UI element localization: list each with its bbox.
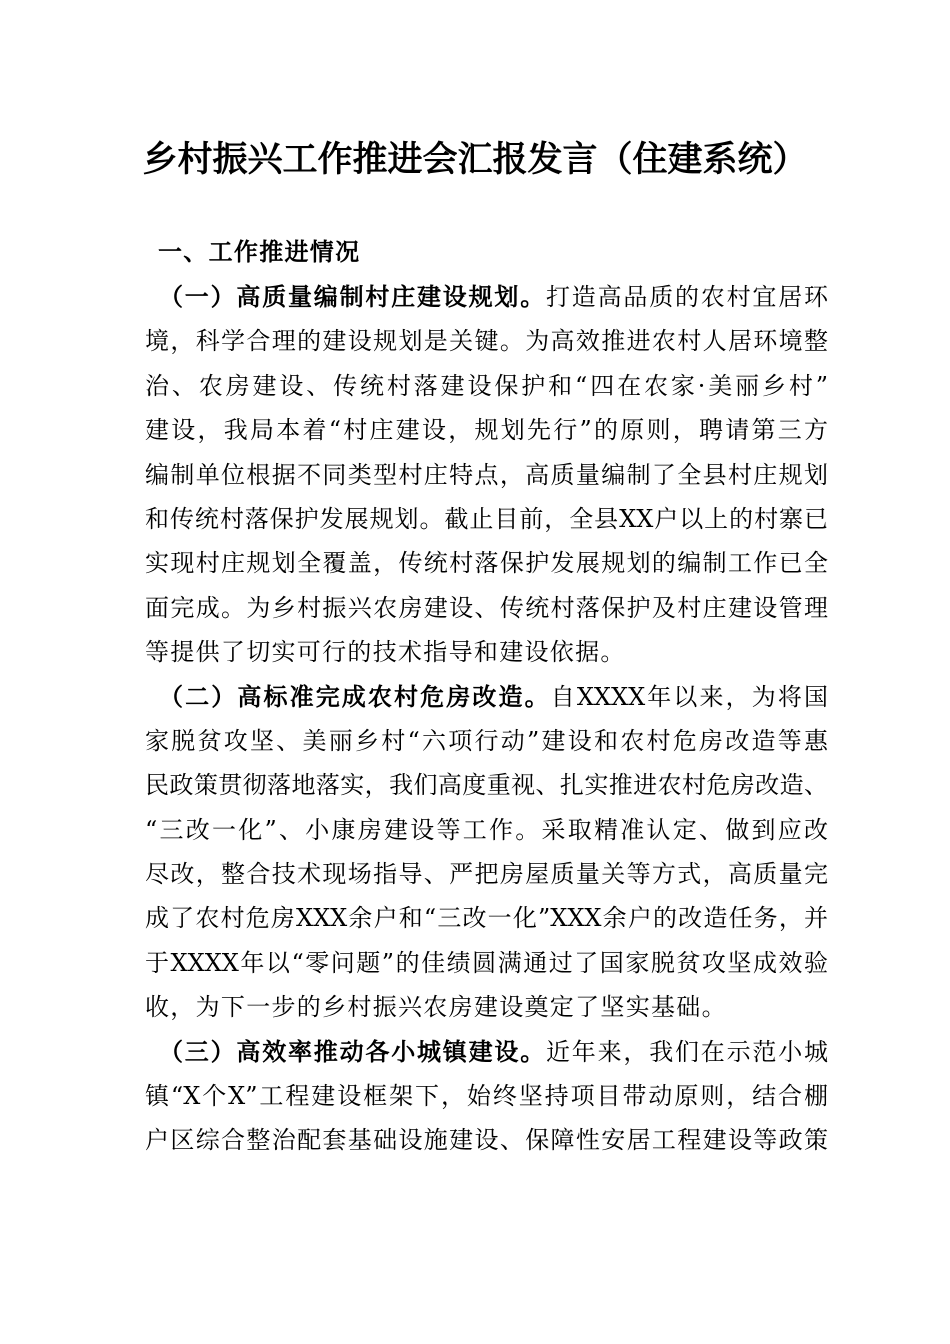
paragraph-1-text-start: 打造高品质的农村宜居环	[546, 283, 828, 311]
paragraph-3	[145, 1030, 828, 1163]
paragraph-1-line-8: 面完成。为乡村振兴农房建设、传统村落保护及村庄建设管理	[145, 593, 828, 622]
paragraph-1-line-1	[145, 275, 828, 319]
paragraph-2-line-3: 民政策贯彻落地落实，我们高度重视、扎实推进农村危房改造、	[145, 771, 828, 800]
paragraph-2	[145, 675, 828, 1030]
paragraph-3-text-start: 近年来，我们在示范小城	[546, 1037, 828, 1066]
paragraph-2-line-1	[145, 675, 828, 719]
paragraph-2-text-start: 自XXXX年以来，为将国	[550, 682, 829, 711]
paragraph-3-subheading: （三）高效率推动各小城镇建设。	[159, 1036, 546, 1066]
paragraph-1-line-9: 等提供了切实可行的技术指导和建设依据。	[145, 638, 626, 667]
section-heading: 一、工作推进情况	[158, 238, 361, 266]
paragraph-1-line-7: 实现村庄规划全覆盖，传统村落保护发展规划的编制工作已全	[145, 549, 828, 578]
paragraph-3-line-3: 户区综合整治配套基础设施建设、保障性安居工程建设等政策	[145, 1126, 828, 1155]
paragraph-1-line-3: 治、农房建设、传统村落建设保护和“四在农家·美丽乡村”	[145, 371, 828, 400]
paragraph-1-line-5: 编制单位根据不同类型村庄特点，高质量编制了全县村庄规划	[145, 460, 828, 489]
paragraph-2-line-2: 家脱贫攻坚、美丽乡村“六项行动”建设和农村危房改造等惠	[145, 726, 828, 755]
paragraph-3-line-2: 镇“X个X”工程建设框架下，始终坚持项目带动原则，结合棚	[145, 1082, 828, 1111]
paragraph-3-line-1	[145, 1030, 828, 1074]
paragraph-2-line-6: 成了农村危房XXX余户和“三改一化”XXX余户的改造任务，并	[145, 904, 828, 933]
paragraph-1-line-2: 境，科学合理的建设规划是关键。为高效推进农村人居环境整	[145, 327, 828, 356]
paragraph-2-line-4: “三改一化”、小康房建设等工作。采取精准认定、做到应改	[145, 815, 828, 844]
paragraph-1	[145, 275, 828, 675]
paragraph-2-subheading: （二）高标准完成农村危房改造。	[159, 681, 551, 711]
paragraph-1-subheading: （一）高质量编制村庄建设规划。	[159, 282, 546, 311]
paragraph-1-line-6: 和传统村落保护发展规划。截止目前，全县XX户以上的村寨已	[145, 504, 828, 533]
paragraph-2-line-8: 收，为下一步的乡村振兴农房建设奠定了坚实基础。	[145, 993, 727, 1022]
paragraph-2-line-5: 尽改，整合技术现场指导、严把房屋质量关等方式，高质量完	[145, 860, 828, 889]
document-body	[145, 275, 828, 1163]
paragraph-1-line-4: 建设，我局本着“村庄建设，规划先行”的原则，聘请第三方	[145, 416, 828, 445]
document-title: 乡村振兴工作推进会汇报发言（住建系统）	[142, 139, 808, 180]
paragraph-2-line-7: 于XXXX年以“零问题”的佳绩圆满通过了国家脱贫攻坚成效验	[145, 948, 828, 977]
